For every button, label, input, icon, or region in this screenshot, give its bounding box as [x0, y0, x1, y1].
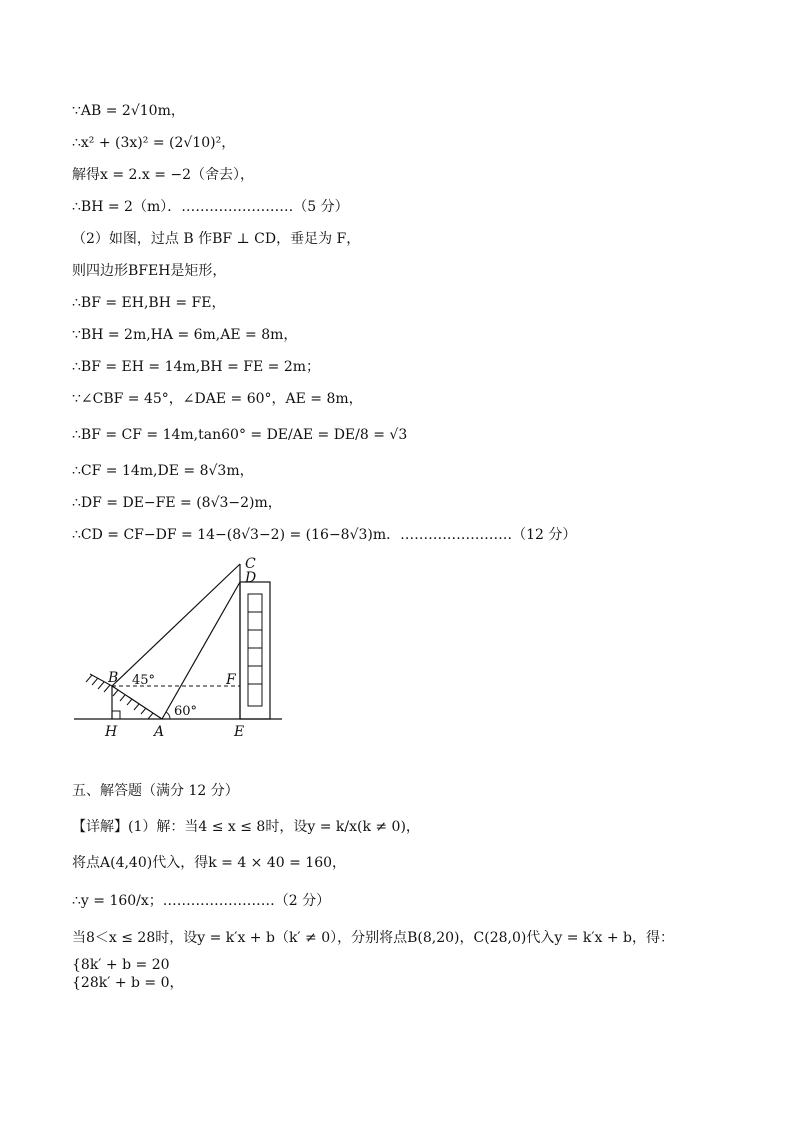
section-line: 【详解】(1）解：当4 ≤ x ≤ 8时，设y = k/x(k ≠ 0)，	[72, 819, 420, 835]
label-h: H	[105, 724, 118, 740]
solution-line: ∵BH = 2m,HA = 6m,AE = 8m，	[72, 327, 298, 343]
label-d: D	[245, 570, 257, 586]
solution-line: ∴BF = CF = 14m,tan60° = DE/AE = DE/8 = √3	[72, 427, 408, 443]
label-f: F	[226, 672, 236, 688]
solution-line: ∴BF = EH,BH = FE，	[72, 295, 226, 311]
system-equation-line: {28k′ + b = 0，	[72, 975, 184, 991]
solution-line: ∵AB = 2√10m，	[72, 103, 185, 119]
segment-ad	[162, 582, 240, 719]
right-angle-mark	[112, 711, 120, 719]
solution-line: ∴DF = DE−FE = (8√3−2)m，	[72, 495, 282, 511]
solution-line: 则四边形BFEH是矩形，	[72, 263, 227, 279]
solution-line: （2）如图，过点 B 作BF ⊥ CD，垂足为 F，	[72, 231, 361, 247]
geometry-diagram	[70, 554, 290, 744]
angle-arc-a	[166, 712, 170, 719]
solution-line: ∴CD = CF−DF = 14−(8√3−2) = (16−8√3)m．……………………（12 分）	[72, 527, 577, 543]
label-e: E	[234, 724, 245, 740]
solution-line: ∴CF = 14m,DE = 8√3m，	[72, 463, 254, 479]
system-equation-line: {8k′ + b = 20	[72, 957, 170, 973]
section-line: ∴y = 160/x；……………………（2 分）	[72, 893, 331, 909]
label-a: A	[154, 724, 165, 740]
label-b: B	[108, 670, 119, 686]
segment-bc	[112, 564, 240, 686]
solution-line: ∴x² + (3x)² = (2√10)²，	[72, 135, 236, 151]
solution-line: ∵∠CBF = 45°，∠DAE = 60°，AE = 8m，	[72, 391, 363, 407]
section-line: 将点A(4,40)代入，得k = 4 × 40 = 160，	[72, 855, 347, 871]
label-c: C	[245, 556, 256, 572]
section-heading: 五、解答题（满分 12 分）	[72, 783, 239, 799]
angle-label-b: 45°	[132, 673, 156, 688]
section-line: 当8＜x ≤ 28时，设y = k′x + b（k′ ≠ 0），分别将点B(8,20)，C(28,0)代入y = k′x + b，得：	[72, 930, 675, 946]
angle-label-a: 60°	[174, 704, 198, 719]
geometry-figure	[70, 554, 290, 744]
building	[240, 582, 270, 719]
solution-line: ∴BF = EH = 14m,BH = FE = 2m；	[72, 359, 321, 375]
solution-line: 解得x = 2.x = −2（舍去），	[72, 167, 255, 183]
building-windows	[248, 594, 262, 706]
solution-line: ∴BH = 2（m）．……………………（5 分）	[72, 199, 349, 215]
